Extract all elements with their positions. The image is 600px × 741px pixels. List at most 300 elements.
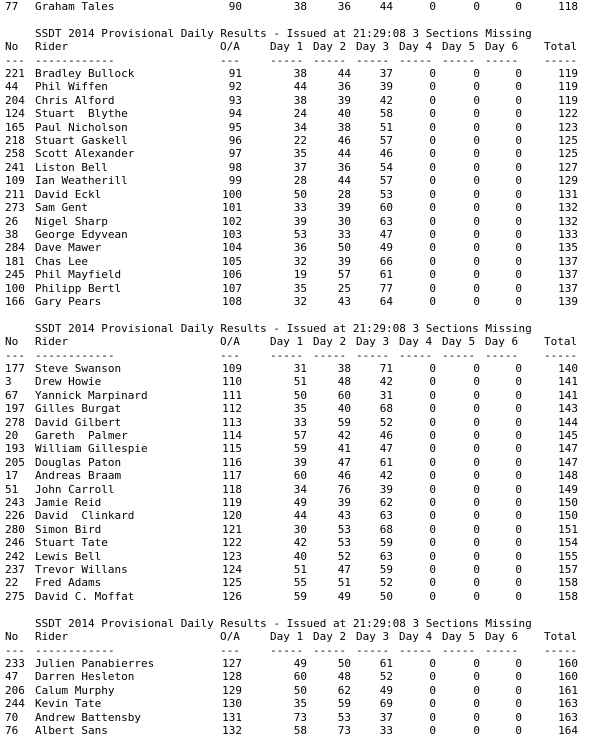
cell-d2: 44	[337, 67, 351, 81]
cell-d1: 32	[293, 294, 307, 308]
cell-total: 127	[558, 160, 578, 174]
cell-d1: 73	[293, 710, 307, 724]
cell-d4: 0	[429, 268, 436, 282]
cell-d4: 0	[429, 201, 436, 215]
cell-d3: 64	[379, 294, 393, 308]
cell-no: 206	[5, 683, 25, 697]
cell-oa: 103	[222, 227, 242, 241]
cell-oa: 111	[222, 388, 242, 402]
cell-d4: 0	[429, 67, 436, 81]
cell-no: 124	[5, 107, 25, 121]
cell-d2: 53	[337, 536, 351, 550]
cell-d5: 0	[473, 415, 480, 429]
cell-d5: 0	[473, 469, 480, 483]
cell-total: 137	[558, 254, 578, 268]
cell-d6: 0	[515, 120, 522, 134]
header-no: No	[5, 335, 19, 349]
cell-d2: 41	[337, 442, 351, 456]
cell-d6: 0	[515, 576, 522, 590]
cell-d5: 0	[473, 174, 480, 188]
cell-total: 140	[558, 361, 578, 375]
cell-d1: 50	[293, 187, 307, 201]
cell-d3: 57	[379, 134, 393, 148]
section-title	[0, 617, 600, 630]
cell-oa: 100	[222, 187, 242, 201]
cell-d5: 0	[473, 522, 480, 536]
cell-rider: William Gillespie	[35, 442, 148, 456]
cell-oa: 107	[222, 281, 242, 295]
cell-d4: 0	[429, 670, 436, 684]
cell-d6: 0	[515, 375, 522, 389]
cell-d4: 0	[429, 415, 436, 429]
cell-oa: 131	[222, 710, 242, 724]
cell-d6: 0	[515, 227, 522, 241]
header-underline	[0, 54, 600, 67]
cell-rider: Douglas Paton	[35, 455, 122, 469]
table-row	[0, 657, 600, 670]
cell-d5: 0	[473, 482, 480, 496]
cell-rider: Bradley Bullock	[35, 67, 135, 81]
cell-rider: Stuart Tate	[35, 536, 108, 550]
cell-d6: 0	[515, 160, 522, 174]
cell-rider: Simon Bird	[35, 522, 102, 536]
cell-rider: Kevin Tate	[35, 697, 102, 711]
cell-oa: 94	[228, 107, 242, 121]
cell-total: 125	[558, 134, 578, 148]
cell-no: 241	[5, 160, 25, 174]
cell-total: 133	[558, 227, 578, 241]
cell-oa: 109	[222, 361, 242, 375]
cell-d3: 54	[379, 160, 393, 174]
table-row	[0, 684, 600, 697]
cell-d6: 0	[515, 429, 522, 442]
header-d1: Day 1	[270, 40, 304, 54]
cell-no: 20	[5, 429, 19, 442]
header-d1: Day 1	[270, 630, 304, 644]
cell-rider: Andrew Battensby	[35, 710, 141, 724]
cell-no: 100	[5, 281, 25, 295]
cell-d5: 0	[473, 0, 480, 13]
underline-d5: -----	[442, 53, 476, 67]
cell-d1: 55	[293, 576, 307, 590]
header-no: No	[5, 40, 19, 54]
cell-rider: David Gilbert	[35, 415, 122, 429]
cell-d6: 0	[515, 697, 522, 711]
cell-d6: 0	[515, 656, 522, 670]
cell-no: 211	[5, 187, 25, 201]
cell-no: 76	[5, 723, 19, 737]
cell-d6: 0	[515, 589, 522, 603]
cell-d6: 0	[515, 0, 522, 13]
cell-total: 122	[558, 107, 578, 121]
cell-d2: 43	[337, 294, 351, 308]
cell-d2: 42	[337, 429, 351, 442]
cell-total: 145	[558, 429, 578, 442]
section-spacer	[0, 603, 600, 616]
cell-d4: 0	[429, 723, 436, 737]
underline-d6: -----	[485, 643, 519, 657]
cell-total: 118	[558, 0, 578, 13]
cell-d4: 0	[429, 254, 436, 268]
cell-rider: Drew Howie	[35, 375, 102, 389]
cell-d1: 50	[293, 388, 307, 402]
cell-no: 218	[5, 134, 25, 148]
cell-total: 131	[558, 187, 578, 201]
cell-rider: Scott Alexander	[35, 147, 135, 161]
cell-d3: 46	[379, 429, 393, 442]
table-row	[0, 201, 600, 214]
cell-d3: 49	[379, 241, 393, 255]
cell-d6: 0	[515, 93, 522, 107]
cell-d6: 0	[515, 147, 522, 161]
cell-no: 67	[5, 388, 19, 402]
cell-d4: 0	[429, 536, 436, 550]
cell-d3: 31	[379, 388, 393, 402]
header-d6: Day 6	[485, 40, 519, 54]
cell-total: 163	[558, 697, 578, 711]
underline-d5: -----	[442, 643, 476, 657]
cell-d6: 0	[515, 107, 522, 121]
cell-total: 137	[558, 268, 578, 282]
cell-total: 119	[558, 80, 578, 94]
cell-d5: 0	[473, 80, 480, 94]
cell-total: 125	[558, 147, 578, 161]
cell-no: 44	[5, 80, 19, 94]
cell-total: 149	[558, 482, 578, 496]
cell-d4: 0	[429, 589, 436, 603]
cell-d4: 0	[429, 388, 436, 402]
cell-d2: 39	[337, 496, 351, 510]
cell-oa: 129	[222, 683, 242, 697]
cell-rider: David Clinkard	[35, 509, 135, 523]
cell-rider: Stuart Blythe	[35, 107, 128, 121]
cell-oa: 115	[222, 442, 242, 456]
underline-d2: -----	[313, 643, 347, 657]
cell-d3: 63	[379, 549, 393, 563]
underline-d5: -----	[442, 348, 476, 362]
cell-no: 47	[5, 670, 19, 684]
cell-d1: 57	[293, 429, 307, 442]
cell-d3: 61	[379, 455, 393, 469]
table-row	[0, 107, 600, 120]
cell-total: 119	[558, 67, 578, 81]
section-spacer	[0, 308, 600, 321]
cell-no: 51	[5, 482, 19, 496]
cell-oa: 132	[222, 723, 242, 737]
cell-d1: 38	[293, 93, 307, 107]
cell-d3: 42	[379, 93, 393, 107]
cell-total: 119	[558, 93, 578, 107]
cell-d2: 59	[337, 415, 351, 429]
table-row	[0, 362, 600, 375]
cell-d3: 62	[379, 496, 393, 510]
cell-d4: 0	[429, 402, 436, 416]
cell-d1: 49	[293, 656, 307, 670]
cell-d5: 0	[473, 509, 480, 523]
cell-total: 161	[558, 683, 578, 697]
cell-d1: 50	[293, 683, 307, 697]
column-headers	[0, 335, 600, 348]
cell-d5: 0	[473, 576, 480, 590]
cell-d2: 43	[337, 509, 351, 523]
cell-no: 284	[5, 241, 25, 255]
cell-d4: 0	[429, 0, 436, 13]
cell-d6: 0	[515, 388, 522, 402]
cell-d1: 59	[293, 589, 307, 603]
table-row	[0, 215, 600, 228]
cell-rider: David C. Moffat	[35, 589, 135, 603]
cell-d2: 57	[337, 268, 351, 282]
cell-oa: 127	[222, 656, 242, 670]
cell-d2: 73	[337, 723, 351, 737]
cell-d6: 0	[515, 281, 522, 295]
cell-d5: 0	[473, 723, 480, 737]
cell-d4: 0	[429, 509, 436, 523]
cell-d4: 0	[429, 576, 436, 590]
cell-total: 132	[558, 214, 578, 228]
table-row	[0, 563, 600, 576]
cell-d1: 31	[293, 361, 307, 375]
cell-d1: 35	[293, 402, 307, 416]
cell-d4: 0	[429, 683, 436, 697]
underline-total: -----	[544, 53, 578, 67]
cell-rider: Julien Panabierres	[35, 656, 155, 670]
cell-oa: 91	[228, 67, 242, 81]
cell-total: 150	[558, 509, 578, 523]
underline-no: ---	[5, 53, 25, 67]
cell-d4: 0	[429, 522, 436, 536]
cell-d4: 0	[429, 281, 436, 295]
cell-total: 150	[558, 496, 578, 510]
cell-d2: 46	[337, 134, 351, 148]
section-spacer	[0, 13, 600, 26]
cell-d3: 42	[379, 469, 393, 483]
cell-total: 151	[558, 522, 578, 536]
cell-d6: 0	[515, 174, 522, 188]
cell-no: 278	[5, 415, 25, 429]
cell-rider: Philipp Bertl	[35, 281, 122, 295]
cell-d3: 52	[379, 670, 393, 684]
cell-d6: 0	[515, 509, 522, 523]
cell-d2: 36	[337, 80, 351, 94]
table-row	[0, 711, 600, 724]
cell-oa: 90	[228, 0, 242, 13]
header-rider: Rider	[35, 40, 69, 54]
cell-d2: 40	[337, 402, 351, 416]
cell-oa: 105	[222, 254, 242, 268]
cell-no: 22	[5, 576, 19, 590]
cell-d2: 44	[337, 147, 351, 161]
cell-total: 135	[558, 241, 578, 255]
section-title	[0, 27, 600, 40]
cell-d5: 0	[473, 134, 480, 148]
cell-rider: Darren Hesleton	[35, 670, 135, 684]
cell-oa: 102	[222, 214, 242, 228]
table-row	[0, 228, 600, 241]
cell-d5: 0	[473, 214, 480, 228]
cell-d3: 68	[379, 522, 393, 536]
cell-rider: Steve Swanson	[35, 361, 122, 375]
cell-d4: 0	[429, 455, 436, 469]
cell-d5: 0	[473, 656, 480, 670]
cell-no: 273	[5, 201, 25, 215]
cell-total: 148	[558, 469, 578, 483]
cell-d3: 52	[379, 415, 393, 429]
cell-total: 164	[558, 723, 578, 737]
cell-oa: 114	[222, 429, 242, 442]
cell-d3: 60	[379, 201, 393, 215]
cell-oa: 126	[222, 589, 242, 603]
cell-d3: 58	[379, 107, 393, 121]
cell-d4: 0	[429, 656, 436, 670]
cell-total: 160	[558, 670, 578, 684]
cell-no: 221	[5, 67, 25, 81]
cell-d2: 25	[337, 281, 351, 295]
header-oa: O/A	[220, 630, 240, 644]
header-d2: Day 2	[313, 40, 347, 54]
cell-no: 233	[5, 656, 25, 670]
cell-d6: 0	[515, 442, 522, 456]
cell-d2: 50	[337, 241, 351, 255]
cell-rider: Andreas Braam	[35, 469, 122, 483]
cell-d5: 0	[473, 294, 480, 308]
cell-total: 155	[558, 549, 578, 563]
cell-total: 129	[558, 174, 578, 188]
cell-oa: 116	[222, 455, 242, 469]
cell-d5: 0	[473, 187, 480, 201]
cell-d2: 48	[337, 670, 351, 684]
cell-d3: 37	[379, 710, 393, 724]
cell-d4: 0	[429, 120, 436, 134]
cell-d5: 0	[473, 254, 480, 268]
cell-d3: 68	[379, 402, 393, 416]
underline-no: ---	[5, 643, 25, 657]
underline-d1: -----	[270, 53, 304, 67]
cell-d2: 46	[337, 469, 351, 483]
cell-d6: 0	[515, 549, 522, 563]
cell-d4: 0	[429, 147, 436, 161]
header-underline	[0, 349, 600, 362]
cell-d1: 51	[293, 563, 307, 577]
cell-total: 137	[558, 281, 578, 295]
underline-d4: -----	[399, 643, 433, 657]
cell-d2: 50	[337, 656, 351, 670]
cell-oa: 123	[222, 549, 242, 563]
cell-d3: 46	[379, 147, 393, 161]
cell-d1: 58	[293, 723, 307, 737]
cell-d4: 0	[429, 442, 436, 456]
cell-no: 109	[5, 174, 25, 188]
cell-d4: 0	[429, 134, 436, 148]
cell-d4: 0	[429, 375, 436, 389]
cell-total: 147	[558, 455, 578, 469]
table-row	[0, 697, 600, 710]
cell-d6: 0	[515, 268, 522, 282]
cell-d6: 0	[515, 80, 522, 94]
cell-d1: 44	[293, 509, 307, 523]
table-row	[0, 442, 600, 455]
cell-d5: 0	[473, 160, 480, 174]
cell-d1: 60	[293, 469, 307, 483]
cell-d2: 44	[337, 174, 351, 188]
table-row	[0, 670, 600, 683]
table-row	[0, 80, 600, 93]
cell-d5: 0	[473, 455, 480, 469]
cell-total: 139	[558, 294, 578, 308]
cell-d5: 0	[473, 429, 480, 442]
cell-oa: 125	[222, 576, 242, 590]
cell-d3: 52	[379, 576, 393, 590]
cell-no: 3	[5, 375, 12, 389]
cell-d1: 32	[293, 254, 307, 268]
cell-no: 205	[5, 455, 25, 469]
cell-d5: 0	[473, 281, 480, 295]
header-d3: Day 3	[356, 335, 390, 349]
cell-no: 181	[5, 254, 25, 268]
cell-d2: 49	[337, 589, 351, 603]
cell-d4: 0	[429, 361, 436, 375]
cell-d3: 44	[379, 0, 393, 13]
cell-rider: Gareth Palmer	[35, 429, 128, 442]
cell-rider: Graham Tales	[35, 0, 115, 13]
table-row	[0, 523, 600, 536]
cell-d5: 0	[473, 107, 480, 121]
cell-d3: 66	[379, 254, 393, 268]
cell-oa: 97	[228, 147, 242, 161]
table-row	[0, 536, 600, 549]
cell-total: 123	[558, 120, 578, 134]
cell-d2: 51	[337, 576, 351, 590]
cell-d1: 60	[293, 670, 307, 684]
cell-d1: 37	[293, 160, 307, 174]
cell-oa: 112	[222, 402, 242, 416]
underline-no: ---	[5, 348, 25, 362]
header-rider: Rider	[35, 630, 69, 644]
cell-d6: 0	[515, 723, 522, 737]
cell-d1: 35	[293, 147, 307, 161]
cell-oa: 128	[222, 670, 242, 684]
underline-d3: -----	[356, 348, 390, 362]
cell-d3: 61	[379, 656, 393, 670]
cell-total: 158	[558, 576, 578, 590]
cell-oa: 119	[222, 496, 242, 510]
cell-no: 242	[5, 549, 25, 563]
cell-d2: 47	[337, 563, 351, 577]
cell-no: 193	[5, 442, 25, 456]
cell-no: 245	[5, 268, 25, 282]
cell-rider: Yannick Marpinard	[35, 388, 148, 402]
table-row	[0, 174, 600, 187]
cell-d2: 38	[337, 120, 351, 134]
cell-rider: Nigel Sharp	[35, 214, 108, 228]
cell-d3: 47	[379, 442, 393, 456]
cell-no: 226	[5, 509, 25, 523]
cell-d3: 59	[379, 536, 393, 550]
cell-d6: 0	[515, 482, 522, 496]
header-d2: Day 2	[313, 335, 347, 349]
cell-d2: 52	[337, 549, 351, 563]
cell-d1: 19	[293, 268, 307, 282]
cell-d5: 0	[473, 710, 480, 724]
cell-d1: 36	[293, 241, 307, 255]
header-d6: Day 6	[485, 630, 519, 644]
cell-d1: 35	[293, 697, 307, 711]
cell-no: 77	[5, 0, 19, 13]
table-row	[0, 241, 600, 254]
table-row	[0, 576, 600, 589]
cell-oa: 93	[228, 93, 242, 107]
cell-d3: 69	[379, 697, 393, 711]
